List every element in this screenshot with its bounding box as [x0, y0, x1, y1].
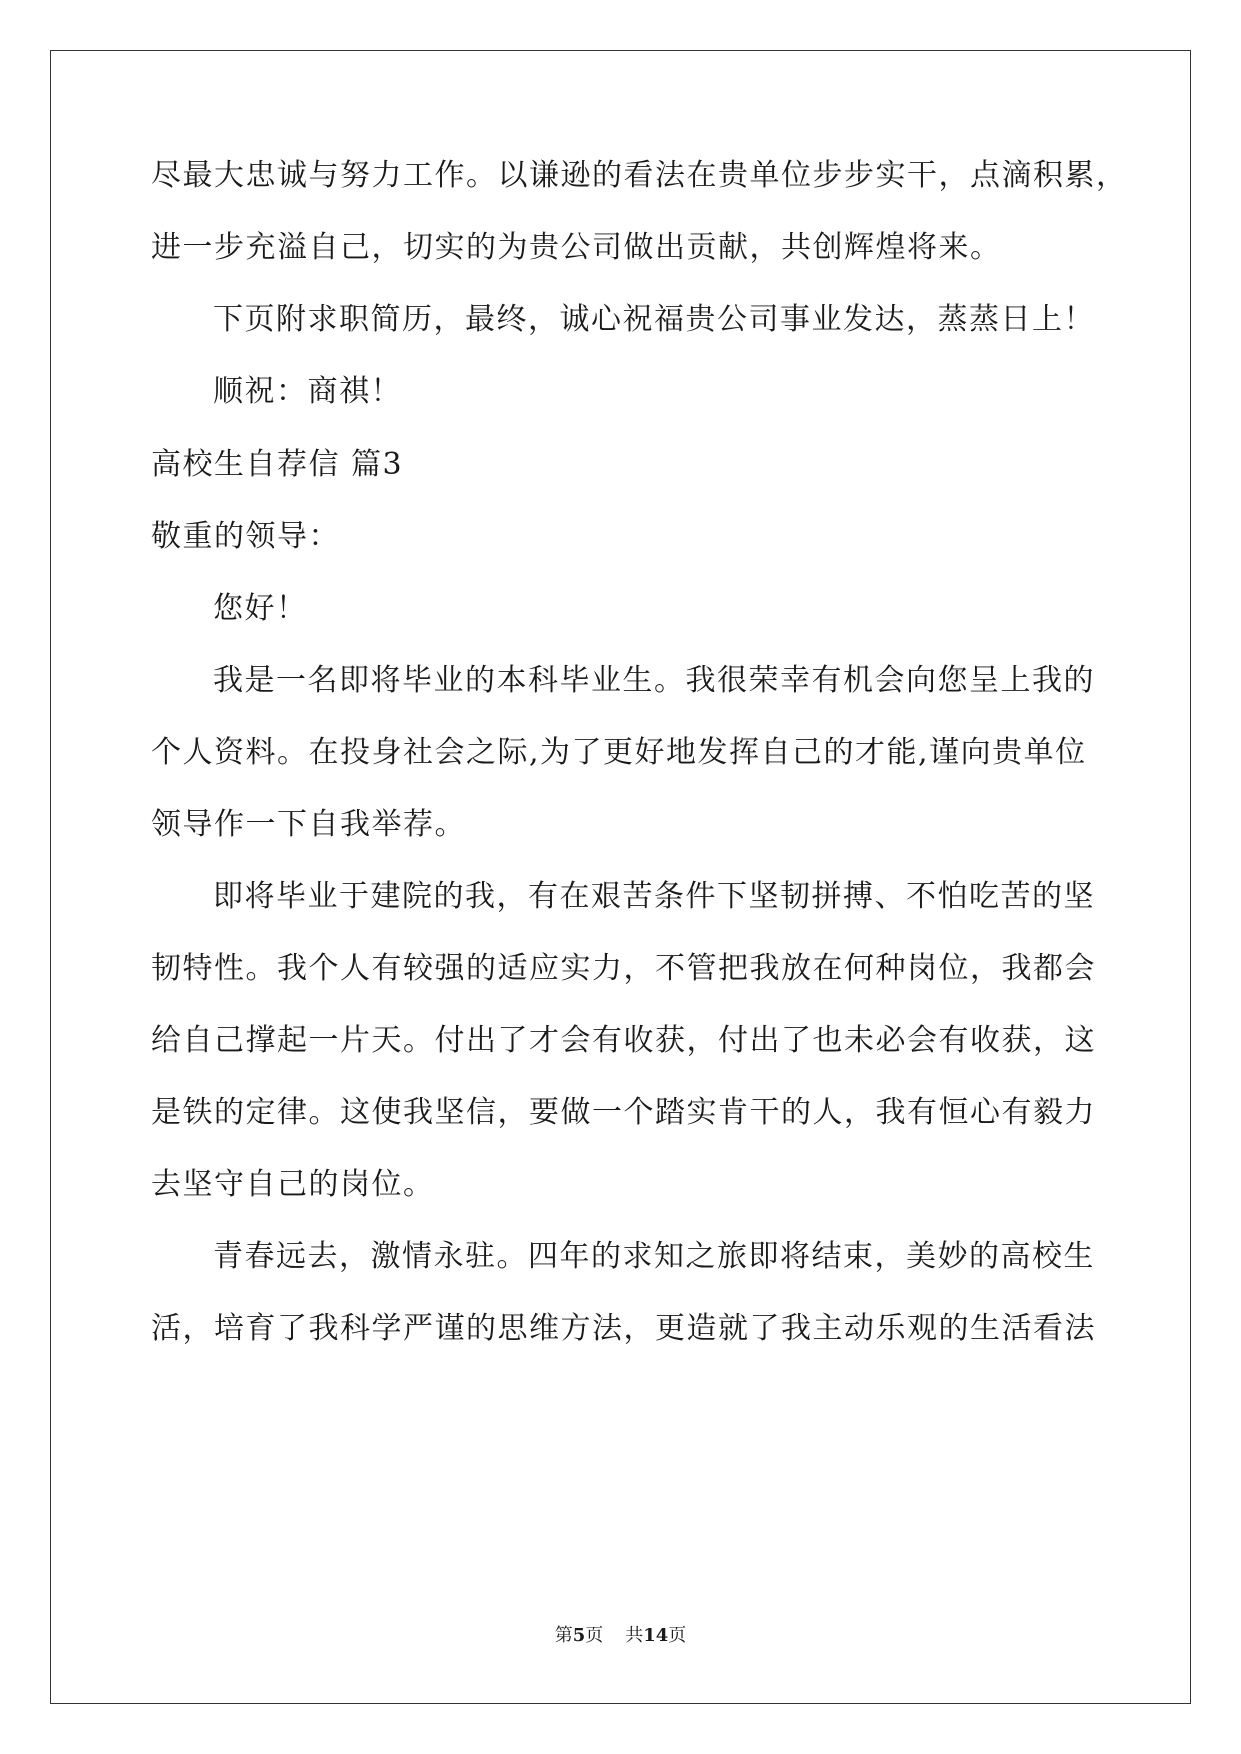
closing-line: 顺祝：商祺！ [213, 374, 402, 409]
page-number: 5 [572, 1625, 586, 1646]
page-suffix: 页 [585, 1625, 604, 1646]
paragraph-line: 是铁的定律。这使我坚信，要做一个踏实肯干的人，我有恒心有毅力 [151, 1095, 1096, 1130]
total-pages: 14 [643, 1625, 669, 1646]
paragraph-line: 个人资料。在投身社会之际,为了更好地发挥自己的才能,谨向贵单位 [151, 735, 1087, 770]
paragraph-line: 活，培育了我科学严谨的思维方法，更造就了我主动乐观的生活看法 [151, 1311, 1096, 1346]
page-prefix: 第 [554, 1625, 573, 1646]
paragraph-line: 给自己撑起一片天。付出了才会有收获，付出了也未必会有收获，这 [151, 1023, 1096, 1058]
paragraph-line: 进一步充溢自己，切实的为贵公司做出贡献，共创辉煌将来。 [151, 230, 1002, 265]
paragraph-line: 尽最大忠诚与努力工作。以谦逊的看法在贵单位步步实干，点滴积累， [151, 158, 1128, 193]
paragraph-line: 下页附求职简历，最终，诚心祝福贵公司事业发达，蒸蒸日上！ [213, 302, 1095, 337]
paragraph-line: 去坚守自己的岗位。 [151, 1167, 435, 1202]
total-prefix: 共 [625, 1625, 644, 1646]
greeting: 您好！ [213, 591, 308, 626]
section-heading: 高校生自荐信 篇3 [151, 447, 404, 482]
paragraph-line: 我是一名即将毕业的本科毕业生。我很荣幸有机会向您呈上我的 [213, 663, 1095, 698]
page-footer [0, 1624, 1241, 1648]
salutation: 敬重的领导： [151, 519, 340, 554]
paragraph-line: 青春远去，激情永驻。四年的求知之旅即将结束，美妙的高校生 [213, 1239, 1095, 1274]
total-suffix: 页 [668, 1625, 687, 1646]
paragraph-line: 韧特性。我个人有较强的适应实力，不管把我放在何种岗位，我都会 [151, 951, 1096, 986]
paragraph-line: 领导作一下自我举荐。 [151, 807, 466, 842]
paragraph-line: 即将毕业于建院的我，有在艰苦条件下坚韧拼搏、不怕吃苦的坚 [213, 879, 1095, 914]
